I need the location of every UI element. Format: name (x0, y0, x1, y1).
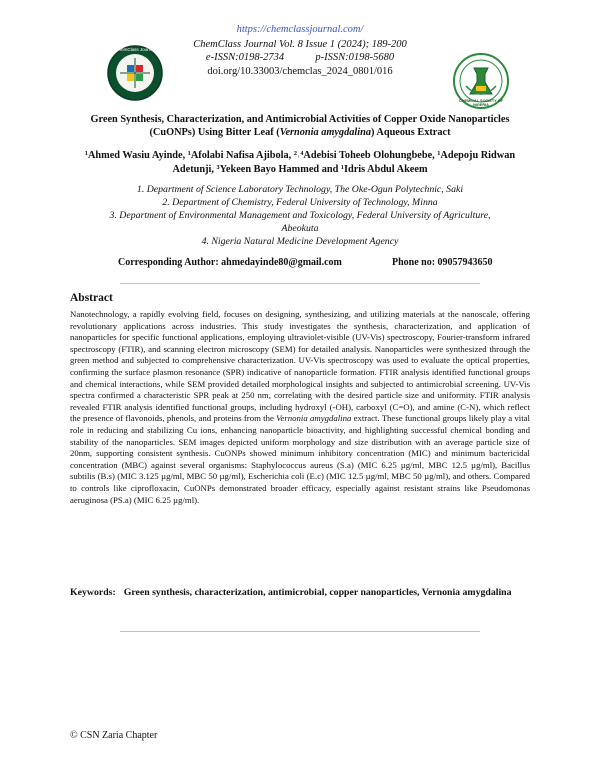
affiliation-3: 3. Department of Environmental Management and Toxicology, Federal University of Agriculture, (109, 210, 491, 221)
authors-line-1: ¹Ahmed Wasiu Ayinde, ¹Afolabi Nafisa Ajibola, ²˒⁴Adebisi Toheeb Olohungbebe, ¹Adepoju Ridwan (84, 150, 516, 161)
divider-bottom (120, 631, 480, 632)
title-line-2: (CuONPs) Using Bitter Leaf (Vernonia amygdalina) Aqueous Extract (149, 127, 451, 138)
p-issn: p-ISSN:0198-5680 (315, 52, 395, 63)
doi[interactable]: doi.org/10.33003/chemclas_2024_0801/016 (207, 66, 393, 77)
journal-url[interactable]: https://chemclassjournal.com/ (236, 24, 364, 35)
keywords-label: Keywords: (70, 587, 116, 598)
journal-citation: ChemClass Journal Vol. 8 Issue 1 (2024); 189-200 (193, 39, 407, 50)
paper-title (60, 113, 540, 139)
e-issn: e-ISSN:0198-2734 (205, 52, 285, 63)
author-list (60, 149, 540, 177)
logo-text: ChemClass Journal (115, 47, 155, 52)
corresponding-author[interactable]: Corresponding Author: ahmedayinde80@gmail.com (118, 257, 342, 268)
copyright-footer: © CSN Zaria Chapter (70, 730, 158, 741)
affiliation-1: 1. Department of Science Laboratory Technology, The Oke-Ogun Polytechnic, Saki (136, 184, 464, 195)
affiliation-2: 2. Department of Chemistry, Federal University of Technology, Minna (162, 197, 438, 208)
affiliation-4: 4. Nigeria Natural Medicine Development Agency (201, 236, 399, 247)
issn-line (150, 52, 450, 63)
title-line-1: Green Synthesis, Characterization, and Antimicrobial Activities of Copper Oxide Nanoparticles (90, 114, 510, 125)
logo-text: CHEMICAL SOCIETY OF NIGERIA (459, 99, 503, 107)
authors-line-2: Adetunji, ³Yekeen Bayo Hammed and ¹Idris Abdul Akeem (172, 164, 428, 175)
abstract-body: Nanotechnology, a rapidly evolving field, focuses on designing, synthesizing, and utilizing materials at the nanoscale, offering revolutionary applications across industries. This study investigates the synthesis, characterization, and application of nanoparticles for specific functional applications, employing ultraviolet-visible (UV-Vis) spectroscopy, Fourier-transform infrared spectroscopy (FTIR), and scanning electron microscopy (SEM) for detailed analysis. Nanoparticles were synthesized through the green method and subjected to comprehensive characterization. UV-Vis spectroscopy was used to evaluate the optical properties, confirming the surface plasmon resonance (SPR) indicative of nanoparticle formation. FTIR analysis identified functional groups and chemical interactions, while SEM provided detailed morphological insights and subjected to antimicrobial screening. UV-Vis spectra confirmed a characteristic SPR peak at 250 nm, correlating with the desired particle size and uniformity. FTIR analysis revealed FTIR analysis identified functional groups, including hydroxyl (-OH), carboxyl (C=O), and amine (C-N), which reflect the presence of flavonoids, phenols, and proteins from the Vernonia amygdalina extract. These functional groups likely play a vital role in reducing and stabilizing Cu ions, enhancing nanoparticle bioactivity, and highlighting successful chemical bonding and stability of the nanoparticles. SEM images depicted uniform morphology and size distribution with an average particle size of 20nm, supporting consistent synthesis. CuONPs showed minimum inhibitory concentration (MIC) and minimum bactericidal concentration (MBC) against several organisms: Staphylococcus aureus (S.a) (MIC 6.25 µg/ml, MBC 12.5 µg/ml), Bacillus subtilis (B.s) (MIC 3.125 µg/ml, MBC 50 µg/ml), Escherichia coli (E.c) (MIC 12.5 µg/ml, MBC 50 µg/ml), and others. Compared to controls like ciprofloxacin, CuONPs demonstrated broader efficacy, especially against resistant strains like Pseudomonas aeruginosa (PS.a) (MIC 6.25 µg/ml). (70, 309, 530, 505)
keywords-text: Green synthesis, characterization, antimicrobial, copper nanoparticles, Vernonia amygdalina (123, 587, 512, 598)
affiliations (60, 183, 540, 248)
affiliation-3-cont: Abeokuta (281, 223, 319, 234)
keywords (70, 586, 530, 599)
chemclass-journal-logo (106, 44, 164, 102)
chemical-society-nigeria-logo (452, 52, 510, 110)
divider-top (120, 283, 480, 284)
abstract-heading: Abstract (70, 292, 113, 304)
phone-number: Phone no: 09057943650 (392, 257, 493, 268)
